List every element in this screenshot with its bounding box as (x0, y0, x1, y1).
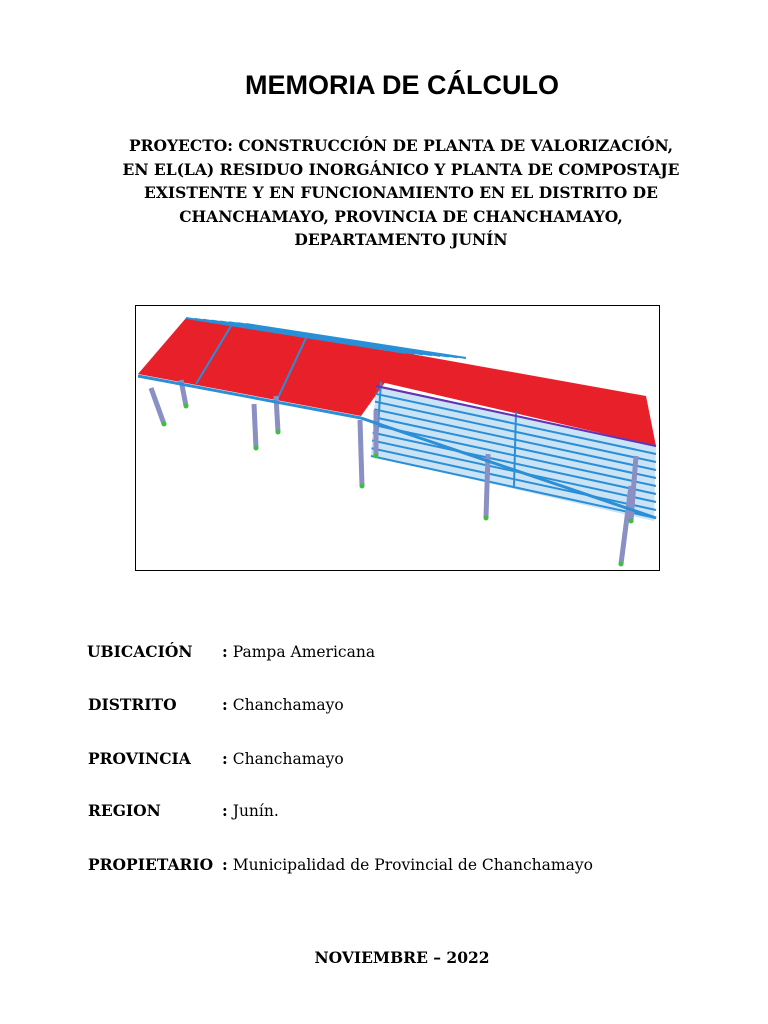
info-row-ubicacion (0, 642, 768, 666)
column (486, 454, 488, 518)
info-label: DISTRITO (88, 695, 177, 714)
info-value: : Chanchamayo (222, 695, 344, 714)
info-value: : Chanchamayo (222, 749, 344, 768)
column (254, 404, 256, 448)
info-label: UBICACIÓN (87, 642, 193, 661)
info-value: : Junín. (222, 801, 279, 820)
structure-model-figure (135, 305, 660, 571)
info-value: : Pampa Americana (222, 642, 376, 661)
support-node (374, 454, 379, 459)
column (360, 420, 362, 486)
project-line: PROYECTO: CONSTRUCCIÓN DE PLANTA DE VALORIZACIÓN, (128, 136, 674, 155)
project-line: EXISTENTE Y EN FUNCIONAMIENTO EN EL DISTRITO DE (144, 183, 658, 202)
support-node (276, 430, 281, 435)
project-line: EN EL(LA) RESIDUO INORGÁNICO Y PLANTA DE COMPOSTAJE (122, 159, 680, 179)
info-label: PROVINCIA (88, 749, 191, 768)
project-description (80, 134, 722, 252)
project-line: CHANCHAMAYO, PROVINCIA DE CHANCHAMAYO, (179, 206, 623, 226)
info-value: : Municipalidad de Provincial de Chanchamayo (222, 855, 593, 874)
project-line: DEPARTAMENTO JUNÍN (294, 230, 508, 249)
support-node (619, 562, 624, 567)
info-label: PROPIETARIO (88, 855, 214, 874)
support-node (360, 484, 365, 489)
support-node (162, 422, 167, 427)
structure-model-illustration (136, 306, 659, 570)
support-node (184, 404, 189, 409)
document-date: NOVIEMBRE – 2022 (314, 948, 490, 967)
info-label: REGION (88, 801, 161, 820)
support-node (484, 516, 489, 521)
support-node (254, 446, 259, 451)
info-row-region (0, 801, 768, 825)
support-node (629, 519, 634, 524)
info-row-provincia (0, 749, 768, 773)
info-row-distrito (0, 695, 768, 719)
info-row-propietario (0, 855, 768, 879)
column (151, 388, 164, 424)
document-title: MEMORIA DE CÁLCULO (245, 70, 559, 100)
